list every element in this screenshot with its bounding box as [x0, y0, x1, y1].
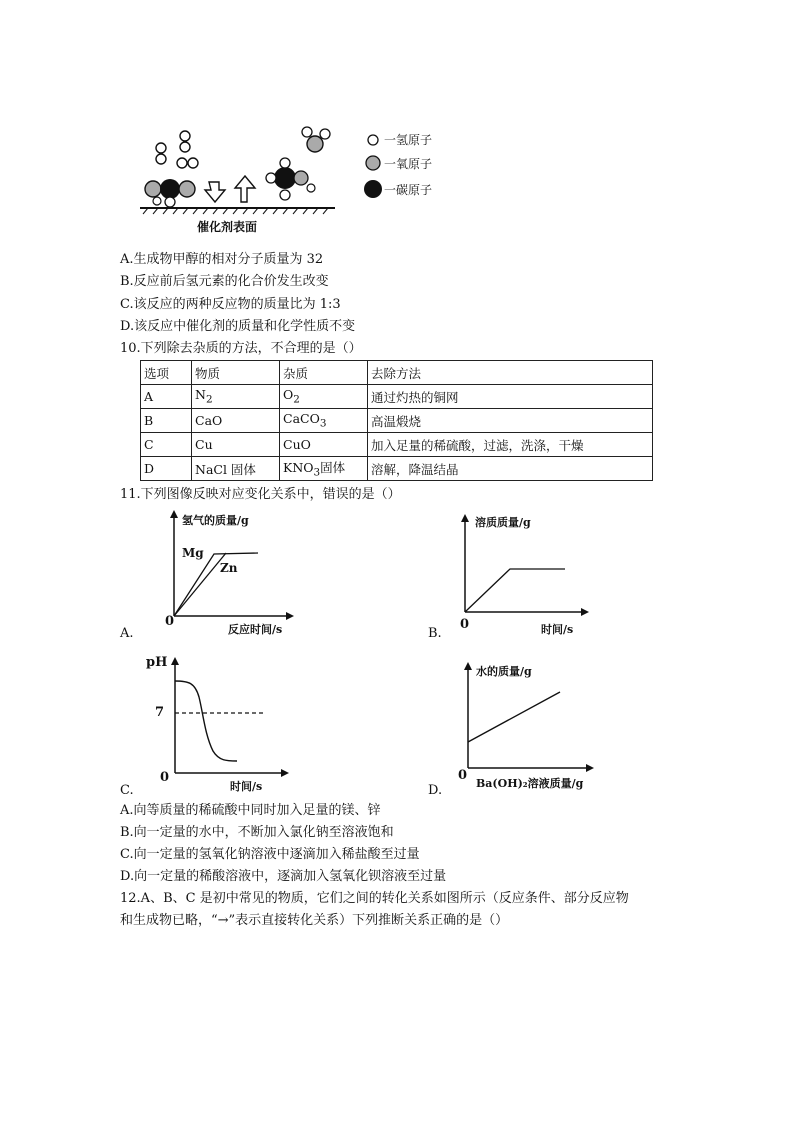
graph-c-ylabel: pH — [146, 655, 168, 670]
graph-b-ylabel: 溶质质量/g — [475, 516, 531, 529]
q10-stem: 10.下列除去杂质的方法，不合理的是（） — [120, 341, 362, 356]
table-header-row — [141, 361, 653, 385]
arrow-icon — [205, 182, 225, 202]
header-impurity: 杂质 — [280, 361, 368, 385]
graph-d-label: D. — [428, 783, 443, 798]
curve-solute — [465, 569, 565, 612]
cell-impurity: CuO — [280, 433, 368, 457]
water-molecule — [302, 127, 330, 152]
arrow-icon — [235, 176, 255, 202]
y-axis-arrow-icon — [170, 510, 178, 518]
q12-stem-line1: 12.A、B、C 是初中常见的物质，它们之间的转化关系如图所示（反应条件、部分反应物 — [120, 891, 629, 906]
graph-d-xlabel: Ba(OH)₂溶液质量/g — [476, 777, 584, 790]
curve-zn — [174, 553, 226, 616]
y-axis-arrow-icon — [171, 657, 179, 665]
impurity-table — [140, 360, 653, 481]
graph-a-xlabel: 反应时间/s — [228, 623, 283, 636]
cell-impurity: $KNO_3$固体 — [280, 457, 368, 481]
graph-c-label: C. — [120, 783, 134, 798]
graph-c — [165, 655, 305, 780]
graph-a-series-mg: Mg — [182, 546, 204, 560]
table-row — [141, 433, 653, 457]
x-axis-arrow-icon — [286, 612, 294, 620]
x-axis-arrow-icon — [281, 769, 289, 777]
cell-substance: CaO — [192, 409, 280, 433]
header-method: 去除方法 — [368, 361, 653, 385]
graph-c-xlabel: 时间/s — [230, 780, 263, 793]
methanol-molecule — [266, 158, 315, 200]
q11-option-a: A.向等质量的稀硫酸中同时加入足量的镁、锌 — [120, 803, 381, 818]
cell-method: 加入足量的稀硫酸，过滤，洗涤，干燥 — [368, 433, 653, 457]
q11-option-b: B.向一定量的水中，不断加入氯化钠至溶液饱和 — [120, 825, 394, 840]
q11-stem: 11.下列图像反映对应变化关系中，错误的是（） — [120, 487, 401, 502]
cell-option: A — [141, 385, 192, 409]
legend-oxygen: 一氧原子 — [384, 157, 433, 171]
surface-label: 催化剂表面 — [197, 220, 258, 234]
legend-hydrogen: 一氢原子 — [384, 133, 433, 147]
q11-option-c: C.向一定量的氢氧化钠溶液中逐滴加入稀盐酸至过量 — [120, 847, 420, 862]
table-row — [141, 385, 653, 409]
cell-substance: $N_2$ — [192, 385, 280, 409]
cell-option: D — [141, 457, 192, 481]
graph-c-ref: 7 — [155, 705, 165, 720]
y-axis-arrow-icon — [461, 514, 469, 522]
graph-b-label: B. — [428, 626, 442, 641]
cell-option: C — [141, 433, 192, 457]
curve-water — [468, 692, 560, 742]
cell-method: 通过灼热的铜网 — [368, 385, 653, 409]
graph-c-origin: 0 — [160, 770, 170, 785]
q9-option-b: B.反应前后氢元素的化合价发生改变 — [120, 274, 329, 289]
graph-d-origin: 0 — [458, 768, 468, 783]
cell-method: 高温煅烧 — [368, 409, 653, 433]
q11-option-d: D.向一定量的稀酸溶液中，逐滴加入氢氧化钡溶液至过量 — [120, 869, 447, 884]
curve-ph — [175, 681, 237, 761]
cell-substance: NaCl 固体 — [192, 457, 280, 481]
x-axis-arrow-icon — [581, 608, 589, 616]
graph-a-ylabel: 氢气的质量/g — [182, 514, 249, 527]
graph-a-origin: 0 — [165, 614, 175, 629]
graph-d-ylabel: 水的质量/g — [476, 665, 532, 678]
q9-option-d: D.该反应中催化剂的质量和化学性质不变 — [120, 319, 356, 334]
legend-carbon-icon — [364, 180, 382, 198]
graph-b-xlabel: 时间/s — [541, 623, 574, 636]
table-row — [141, 409, 653, 433]
legend-carbon: 一碳原子 — [384, 183, 433, 197]
cell-impurity: $O_2$ — [280, 385, 368, 409]
x-axis-arrow-icon — [586, 764, 594, 772]
header-option: 选项 — [141, 361, 192, 385]
legend-hydrogen-icon — [368, 135, 378, 145]
hydrogen-molecules — [156, 131, 198, 168]
co2-molecule-left — [145, 179, 195, 207]
graph-a-label: A. — [120, 626, 134, 641]
cell-method: 溶解，降温结晶 — [368, 457, 653, 481]
y-axis-arrow-icon — [464, 662, 472, 670]
graph-b-origin: 0 — [460, 617, 470, 632]
q12-stem-line2: 和生成物已略，“→”表示直接转化关系）下列推断关系正确的是（） — [120, 913, 509, 928]
cell-substance: Cu — [192, 433, 280, 457]
q9-option-c: C.该反应的两种反应物的质量比为 1:3 — [120, 297, 341, 312]
table-row — [141, 457, 653, 481]
cell-option: B — [141, 409, 192, 433]
header-substance: 物质 — [192, 361, 280, 385]
curve-mg — [174, 553, 258, 616]
legend-oxygen-icon — [366, 156, 380, 170]
q9-option-a: A.生成物甲醇的相对分子质量为 32 — [120, 252, 324, 267]
cell-impurity: CaCO$_3$ — [280, 409, 368, 433]
graph-a-series-zn: Zn — [220, 561, 238, 575]
